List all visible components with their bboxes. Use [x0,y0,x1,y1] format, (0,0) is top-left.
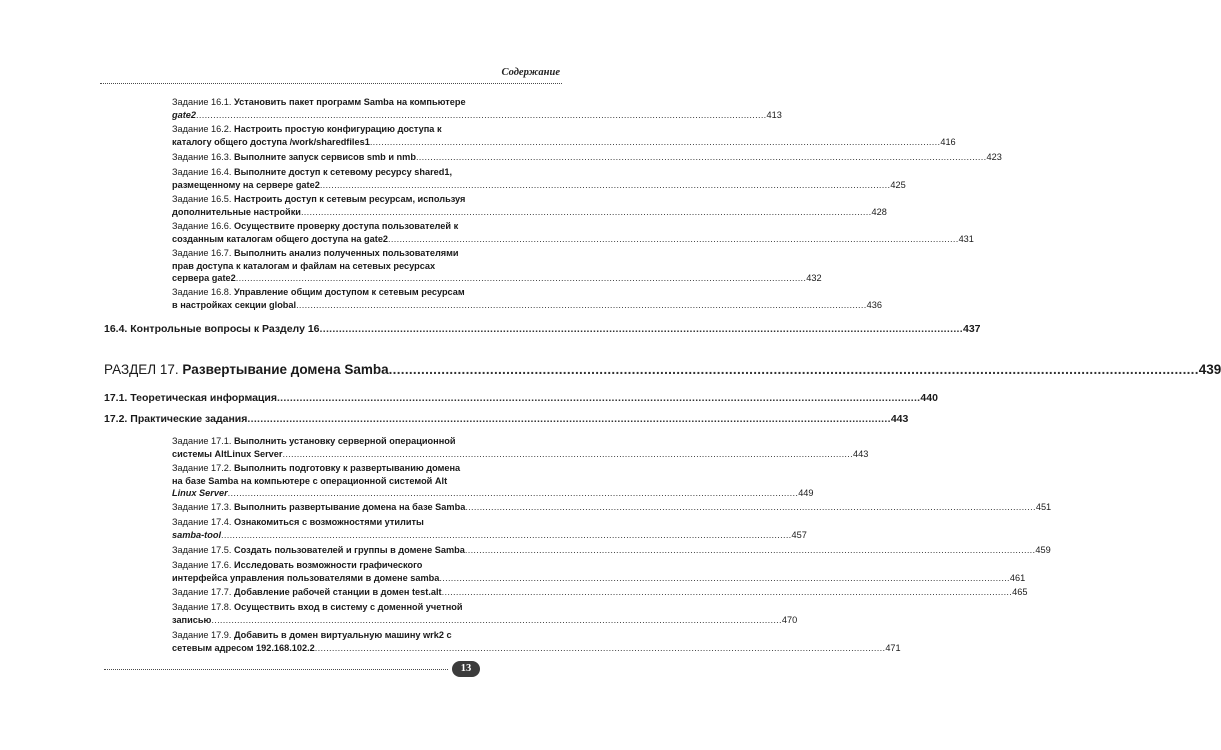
page-number: 465 [1012,587,1028,597]
task-number: Задание 17.1. [172,436,232,446]
task-title-line: записью [172,614,212,625]
task-title-line: сетевым адресом 192.168.102.2 [172,642,315,653]
page-number: 443 [852,448,869,459]
dot-leader [282,448,853,461]
dot-leader [236,272,807,285]
task-number: Задание 17.7. [172,587,232,597]
toc-section-17-1[interactable] [104,392,938,405]
task-number: Задание 16.5. [172,194,232,204]
toc-entry-task-17-3[interactable] [172,501,1052,514]
page-number: 425 [890,179,906,190]
dot-leader [465,501,1036,514]
task-title-line: samba-tool [172,529,222,540]
task-title-line: Ознакомиться с возможностями утилиты [234,517,424,527]
task-number: Задание 17.8. [172,602,232,612]
dot-leader [211,614,782,627]
toc-entry-task-17-4[interactable] [172,516,807,541]
task-title-line: созданным каталогам общего доступа на gate2 [172,233,389,244]
task-title-line: сервера gate2 [172,273,236,283]
page-number: 461 [1009,572,1026,583]
dot-leader [296,299,867,312]
task-number: Задание 17.9. [172,630,232,640]
dot-leader [442,586,1013,599]
header-divider [100,83,562,84]
page-number: 451 [1035,502,1052,512]
task-title-line: Настроить простую конфигурацию доступа к [234,124,442,134]
task-number: Задание 17.5. [172,545,232,555]
task-number: Задание 16.2. [172,124,232,134]
dot-leader [320,179,891,192]
page-number: 423 [986,152,1002,162]
dot-leader [370,136,941,149]
page-number: 432 [806,273,822,283]
toc-part-17[interactable] [104,362,1221,378]
dot-leader [196,109,767,122]
task-title-line: размещенному на сервере gate2 [172,179,320,190]
task-title-line: Выполните запуск сервисов smb и nmb [234,152,416,162]
page-number: 459 [1035,545,1051,555]
task-title-line: Выполнить подготовку к развертыванию домена [234,463,461,473]
footer-divider [104,669,448,670]
task-title-line: Исследовать возможности графического [234,560,423,570]
section-title: 17.2. Практические задания [104,413,248,425]
task-title-line: каталогу общего доступа /work/sharedfiles1 [172,136,370,147]
dot-leader [301,206,872,219]
task-title-line: Управление общим доступом к сетевым ресурсам [234,287,465,297]
page-number: 470 [781,614,798,625]
toc-entry-task-16-5[interactable] [172,193,887,218]
task-title-line: Установить пакет программ Samba на компьютере [234,97,466,107]
toc-entry-task-17-5[interactable] [172,544,1051,557]
task-title-line: на базе Samba на компьютере с операционной системой Alt [172,475,448,486]
page-number: 428 [871,206,887,217]
task-title-line: интерфейса управления пользователями в домене samba [172,572,440,583]
dot-leader [439,572,1010,585]
dot-leader [277,392,920,405]
task-title-line: прав доступа к каталогам и файлам на сетевых ресурсах [172,260,436,271]
page-number: 471 [885,642,901,653]
toc-entry-task-17-9[interactable] [172,629,901,654]
task-title-line: Выполнить анализ полученных пользователями [234,248,459,258]
task-title-line: Добавить в домен виртуальную машину wrk2 с [234,630,452,640]
toc-section-17-2[interactable] [104,413,909,426]
task-title-line: Осуществите проверку доступа пользователей к [234,221,459,231]
page-number: 457 [791,529,807,540]
task-number: Задание 16.1. [172,97,232,107]
dot-leader [388,233,959,246]
toc-section-16-4[interactable] [104,323,981,336]
task-number: Задание 16.7. [172,248,232,258]
toc-entry-task-17-2[interactable] [172,462,814,500]
page-number: 413 [766,109,782,120]
task-title-line: Осуществить вход в систему с доменной учетной [234,602,463,612]
task-title-line: Создать пользователей и группы в домене Samba [234,545,465,555]
page-number: 416 [940,136,956,147]
toc-entry-task-17-8[interactable] [172,601,798,626]
task-title-line: Выполните доступ к сетевому ресурсу shared1, [234,167,453,177]
toc-entry-task-16-7[interactable] [172,247,822,285]
page-header-title: Содержание [501,67,560,78]
task-title-line: в настройках секции global [172,299,297,310]
task-number: Задание 17.4. [172,517,232,527]
task-number: Задание 16.4. [172,167,232,177]
task-number: Задание 16.6. [172,221,232,231]
toc-entry-task-16-6[interactable] [172,220,974,245]
toc-entry-task-16-4[interactable] [172,166,906,191]
toc-entry-task-17-1[interactable] [172,435,869,460]
dot-leader [389,362,1199,378]
toc-entry-task-16-3[interactable] [172,151,1002,164]
toc-entry-task-16-2[interactable] [172,123,956,148]
page-number: 436 [866,299,882,310]
dot-leader [416,151,987,164]
page-number: 449 [798,488,814,498]
task-title-line: дополнительные настройки [172,206,301,217]
task-title-line: Добавление рабочей станции в домен test.alt [234,587,442,597]
part-title: Развертывание домена Samba [182,362,389,377]
dot-leader [247,413,890,426]
toc-entry-task-17-6[interactable] [172,559,1026,584]
page-number: 439 [1198,362,1221,377]
dot-leader [465,544,1036,557]
task-title-line: Выполнить развертывание домена на базе Samba [234,502,466,512]
section-title: 16.4. Контрольные вопросы к Разделу 16 [104,323,320,335]
dot-leader [315,642,886,655]
dot-leader [221,529,792,542]
page-number: 440 [920,392,938,404]
task-number: Задание 17.3. [172,502,232,512]
toc-entry-task-17-7[interactable] [172,586,1028,599]
task-title-line: Настроить доступ к сетевым ресурсам, используя [234,194,466,204]
task-number: Задание 17.6. [172,560,232,570]
task-title-line: системы AltLinux Server [172,448,283,459]
task-title-line: Выполнить установку серверной операционной [234,436,456,446]
toc-entry-task-16-8[interactable] [172,286,882,311]
task-title-line: gate2 [172,109,197,120]
page-number: 437 [962,323,981,335]
part-label: РАЗДЕЛ 17. [104,362,179,377]
task-number: Задание 17.2. [172,463,232,473]
page-number: 443 [890,413,909,425]
page-number: 431 [958,233,974,244]
task-title-line: Linux Server [172,488,228,498]
dot-leader [320,323,963,336]
toc-entry-task-16-1[interactable] [172,96,782,121]
task-number: Задание 16.3. [172,152,232,162]
section-title: 17.1. Теоретическая информация [104,392,277,404]
task-number: Задание 16.8. [172,287,232,297]
dot-leader [228,487,799,500]
footer-page-number: 13 [452,661,480,677]
